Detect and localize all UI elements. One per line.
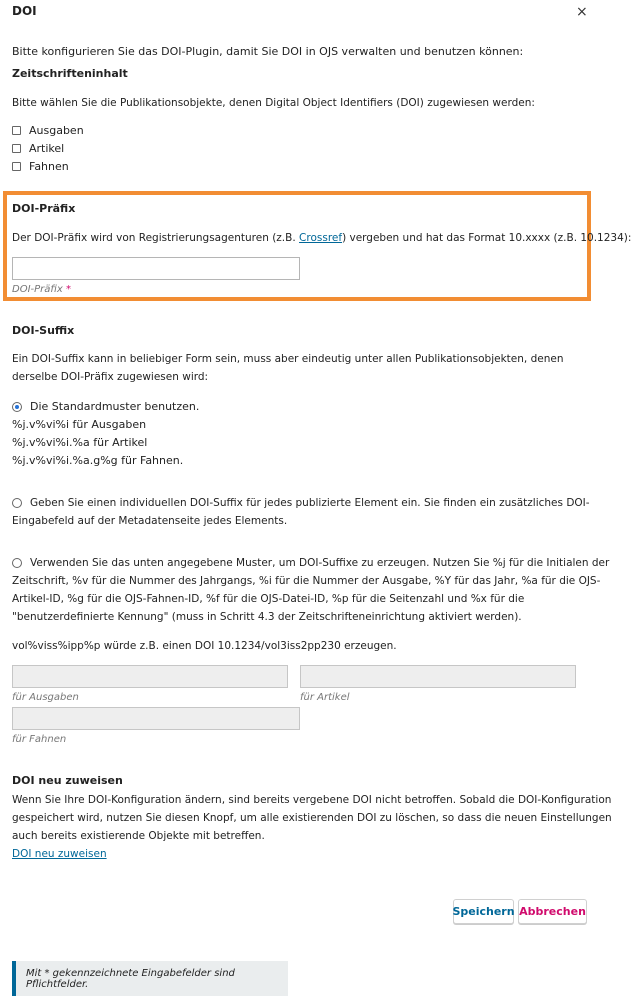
reassign-line-2: gespeichert wird, nutzen Sie diesen Knopf, um alle existierenden DOI zu löschen, so dass die neuen Einstellungen [12, 812, 612, 824]
prefix-description [12, 229, 631, 247]
intro-text: Bitte konfigurieren Sie das DOI-Plugin, damit Sie DOI in OJS verwalten und benutzen können: [12, 45, 524, 58]
articles-pattern-input[interactable] [300, 665, 576, 688]
custom-pattern-line-2: Zeitschrift, %v für die Nummer des Jahrgangs, %i für die Nummer der Ausgabe, %Y für das Jahr, %a für die OJS- [12, 575, 601, 587]
articles-checkbox[interactable] [12, 144, 21, 153]
pattern-example: vol%viss%ipp%p würde z.B. einen DOI 10.1234/vol3iss2pp230 erzeugen. [12, 640, 397, 652]
reassign-doi-link[interactable]: DOI neu zuweisen [12, 848, 107, 860]
checkbox-row-galleys[interactable] [12, 157, 69, 175]
content-section-description: Bitte wählen Sie die Publikationsobjekte, denen Digital Object Identifiers (DOI) zugewiesen werden: [12, 97, 535, 109]
individual-suffix-line-2: Eingabefeld auf der Metadatenseite jedes Elements. [12, 515, 288, 527]
issues-pattern-input[interactable] [12, 665, 288, 688]
close-icon[interactable]: × [576, 4, 588, 20]
individual-suffix-radio[interactable] [12, 498, 22, 511]
reassign-section-title: DOI neu zuweisen [12, 774, 123, 787]
default-pattern-issues: %j.v%vi%i für Ausgaben [12, 418, 147, 431]
galleys-checkbox[interactable] [12, 162, 21, 171]
checkbox-row-articles[interactable] [12, 139, 64, 157]
save-button[interactable]: Speichern [453, 899, 514, 924]
issues-checkbox-label: Ausgaben [29, 123, 84, 137]
dialog-title: DOI [12, 4, 37, 18]
custom-pattern-radio[interactable] [12, 558, 22, 571]
default-pattern-radio[interactable] [12, 402, 22, 415]
galleys-pattern-input[interactable] [12, 707, 300, 730]
doi-prefix-label-text: DOI-Präfix [12, 284, 63, 295]
checkbox-row-issues[interactable] [12, 121, 84, 139]
custom-pattern-line-3: Artikel-ID, %g für die OJS-Fahnen-ID, %f für die OJS-Datei-ID, %p für die Seitenzahl und %x für die [12, 593, 525, 605]
individual-suffix-line-1: Geben Sie einen individuellen DOI-Suffix für jedes publizierte Element ein. Sie finden ein zusätzliches DOI- [30, 497, 590, 509]
suffix-description: Ein DOI-Suffix kann in beliebiger Form sein, muss aber eindeutig unter allen Publikationsobjekten, denen derselbe DOI-Präfix zugewiesen wird: [12, 353, 564, 383]
default-pattern-articles: %j.v%vi%i.%a für Artikel [12, 436, 148, 449]
crossref-link[interactable]: Crossref [299, 232, 343, 244]
custom-pattern-line-1: Verwenden Sie das unten angegebene Muster, um DOI-Suffixe zu erzeugen. Nutzen Sie %j für die Initialen der [30, 557, 610, 569]
default-pattern-label: Die Standardmuster benutzen. [30, 400, 200, 413]
galleys-checkbox-label: Fahnen [29, 159, 69, 173]
prefix-description-start: Der DOI-Präfix wird von Registrierungsagenturen (z.B. [12, 232, 300, 244]
galleys-pattern-label: für Fahnen [12, 734, 67, 745]
prefix-section-title: DOI-Präfix [12, 202, 76, 215]
content-section-title: Zeitschrifteninhalt [12, 67, 128, 80]
radio-unchecked-icon [12, 558, 22, 568]
issues-pattern-label: für Ausgaben [12, 692, 79, 703]
required-fields-notice: Mit * gekennzeichnete Eingabefelder sind Pflichtfelder. [12, 961, 288, 996]
cancel-button[interactable]: Abbrechen [518, 899, 587, 924]
reassign-line-1: Wenn Sie Ihre DOI-Konfiguration ändern, sind bereits vergebene DOI nicht betroffen. Sobald die DOI-Konfiguration [12, 794, 612, 806]
articles-pattern-label: für Artikel [300, 692, 350, 703]
issues-checkbox[interactable] [12, 126, 21, 135]
prefix-description-end: ) vergeben und hat das Format 10.xxxx (z.B. 10.1234): [342, 232, 631, 244]
articles-checkbox-label: Artikel [29, 141, 65, 155]
radio-checked-icon [12, 402, 22, 412]
reassign-line-3: auch bereits existierende Objekte mit betreffen. [12, 830, 265, 842]
default-pattern-galleys: %j.v%vi%i.%a.g%g für Fahnen. [12, 454, 184, 467]
doi-prefix-input[interactable] [12, 257, 300, 280]
radio-unchecked-icon [12, 498, 22, 508]
doi-prefix-field-label [12, 284, 71, 295]
custom-pattern-line-4: "benutzerdefinierte Kennung" (muss in Schritt 4.3 der Zeitschrifteneinrichtung aktiviert werden). [12, 611, 522, 623]
required-mark: * [65, 284, 71, 295]
suffix-section-title: DOI-Suffix [12, 324, 75, 337]
